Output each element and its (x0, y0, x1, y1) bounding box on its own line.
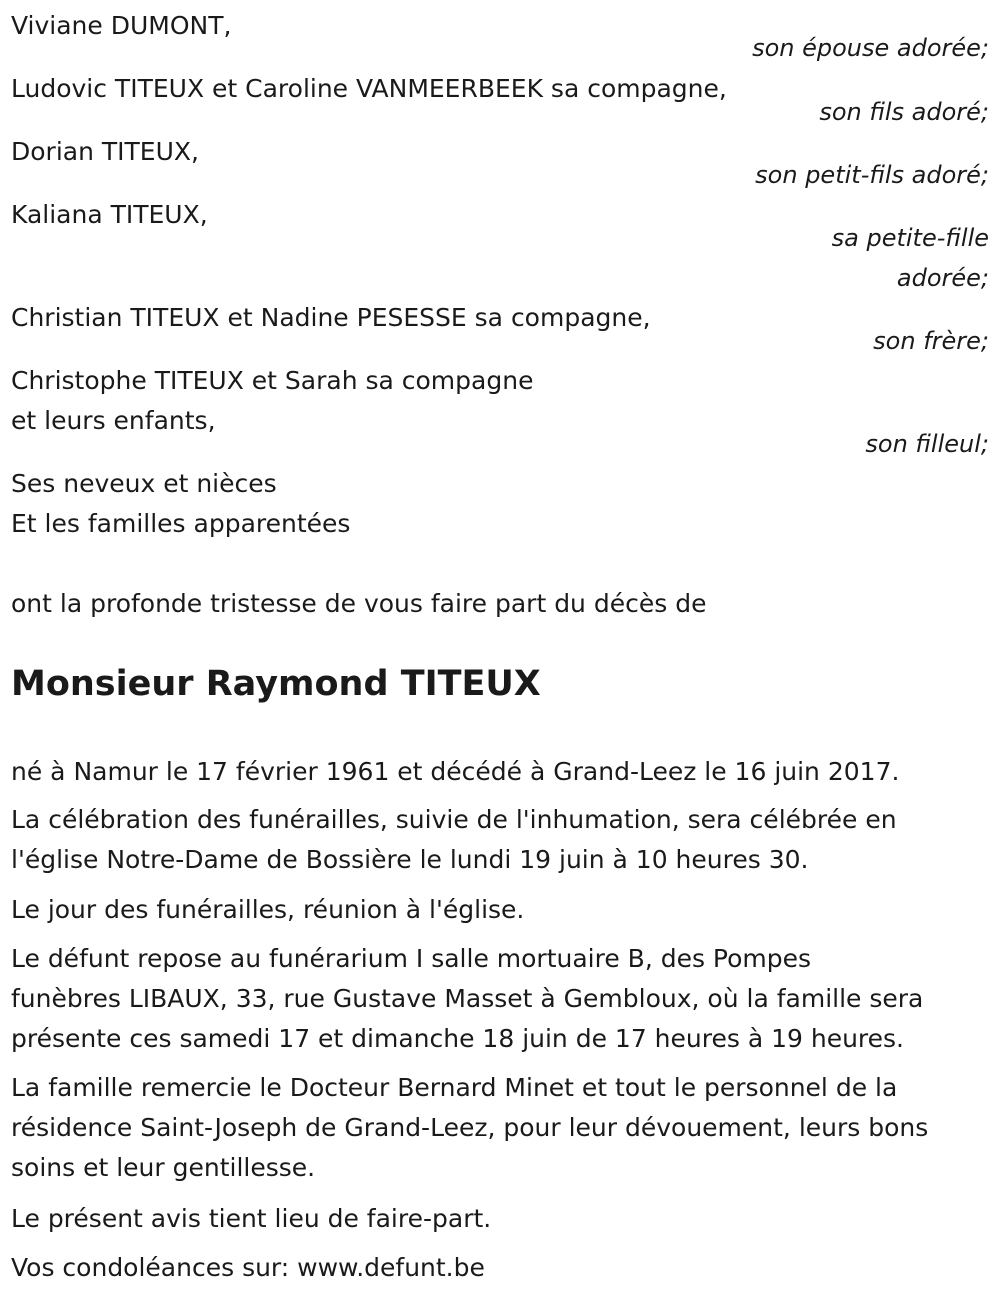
rest-paragraph: présente ces samedi 17 et dimanche 18 juin de 17 heures à 19 heures. (11, 1024, 905, 1053)
other-relatives: Et les familles apparentées (11, 509, 351, 538)
rest-paragraph: funèbres LIBAUX, 33, rue Gustave Masset à Gembloux, où la famille sera (11, 984, 924, 1013)
family-member-name: et leurs enfants, (11, 406, 216, 435)
family-member-name: Dorian TITEUX, (11, 137, 199, 166)
meeting-paragraph: Le jour des funérailles, réunion à l'église. (11, 895, 525, 924)
family-member-name: Christian TITEUX et Nadine PESESSE sa compagne, (11, 303, 651, 332)
family-member-relation: son filleul; (865, 430, 989, 458)
ceremony-paragraph: La célébration des funérailles, suivie de l'inhumation, sera célébrée en (11, 805, 897, 834)
family-member-relation: son frère; (873, 327, 989, 355)
family-member-name: Viviane DUMONT, (11, 11, 232, 40)
other-relatives: Ses neveux et nièces (11, 469, 277, 498)
family-member-relation: son épouse adorée; (752, 34, 989, 62)
birth-death-paragraph: né à Namur le 17 février 1961 et décédé à Grand-Leez le 16 juin 2017. (11, 757, 900, 786)
family-member-relation: son fils adoré; (819, 98, 989, 126)
deceased-name: Monsieur Raymond TITEUX (11, 664, 541, 704)
thanks-paragraph: soins et leur gentillesse. (11, 1153, 316, 1182)
family-member-name: Kaliana TITEUX, (11, 200, 208, 229)
family-member-relation: sa petite-fille (831, 224, 989, 252)
family-member-relation: son petit-fils adoré; (755, 161, 989, 189)
family-member-name: Ludovic TITEUX et Caroline VANMEERBEEK sa compagne, (11, 74, 727, 103)
announcement: ont la profonde tristesse de vous faire part du décès de (11, 589, 707, 618)
notice-paragraph: Le présent avis tient lieu de faire-part. (11, 1204, 492, 1233)
rest-paragraph: Le défunt repose au funérarium I salle mortuaire B, des Pompes (11, 944, 812, 973)
ceremony-paragraph: l'église Notre-Dame de Bossière le lundi 19 juin à 10 heures 30. (11, 845, 809, 874)
thanks-paragraph: La famille remercie le Docteur Bernard Minet et tout le personnel de la (11, 1073, 898, 1102)
family-member-relation: adorée; (896, 264, 989, 292)
condolences-paragraph: Vos condoléances sur: www.defunt.be (11, 1253, 485, 1282)
family-member-name: Christophe TITEUX et Sarah sa compagne (11, 366, 534, 395)
thanks-paragraph: résidence Saint-Joseph de Grand-Leez, pour leur dévouement, leurs bons (11, 1113, 929, 1142)
